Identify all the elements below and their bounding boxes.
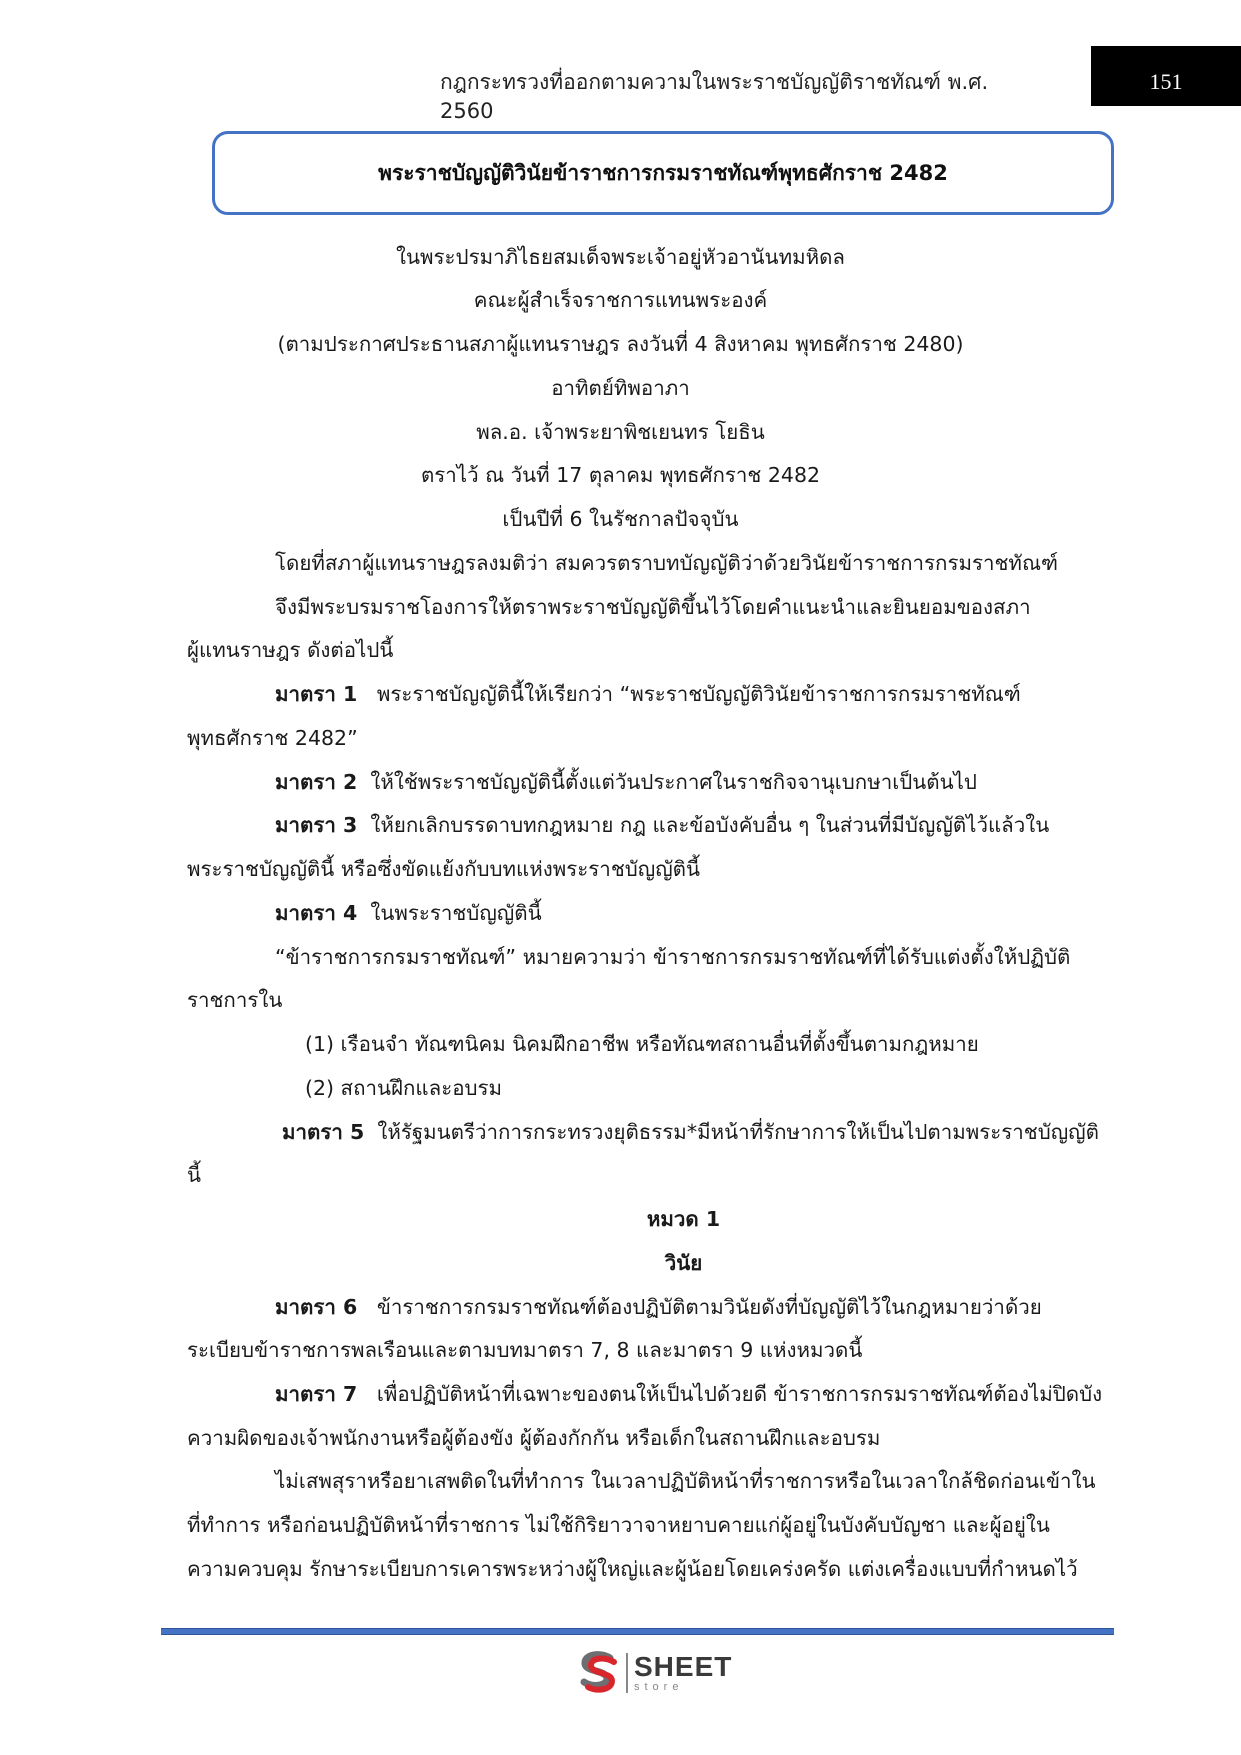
section-4-item-2: (2) สถานฝึกและอบรม (305, 1076, 503, 1100)
logo-separator (626, 1653, 628, 1693)
section-1-label: มาตรา 1 (275, 682, 358, 706)
section-1-cont: พุทธศักราช 2482” (187, 726, 358, 750)
section-1 (275, 679, 1021, 709)
section-4-text: ในพระราชบัญญัตินี้ (370, 901, 542, 925)
section-4-item-1: (1) เรือนจำ ทัณฑนิคม นิคมฝึกอาชีพ หรือทัณฑสถานอื่นที่ตั้งขึ้นตามกฎหมาย (305, 1032, 979, 1056)
section-3-label: มาตรา 3 (275, 813, 358, 837)
document-title-box (212, 131, 1114, 215)
section-5-label: มาตรา 5 (282, 1120, 365, 1144)
section-5-text: ให้รัฐมนตรีว่าการกระทรวงยุติธรรม*มีหน้าที่รักษาการให้เป็นไปตามพระราชบัญญัติ (377, 1120, 1099, 1144)
preamble-line-3: (ตามประกาศประธานสภาผู้แทนราษฎร ลงวันที่ 4 สิงหาคม พุทธศักราช 2480) (277, 332, 964, 356)
section-2-label: มาตรา 2 (275, 770, 358, 794)
section-5-cont: นี้ (187, 1163, 202, 1187)
section-4-definition-cont: ราชการใน (187, 988, 283, 1012)
page-number: 151 (1091, 46, 1241, 106)
chapter-number: หมวด 1 (646, 1207, 721, 1231)
section-7-cont-3: ที่ทำการ หรือก่อนปฏิบัติหน้าที่ราชการ ไม่ใช้กิริยาวาจาหยาบคายแก่ผู้อยู่ในบังคับบัญชา และผู้อยู่ใน (187, 1513, 1050, 1537)
section-6 (275, 1292, 1042, 1322)
logo-sub-text: store (634, 1681, 684, 1693)
section-6-text: ข้าราชการกรมราชทัณฑ์ต้องปฏิบัติตามวินัยดังที่บัญญัติไว้ในกฎหมายว่าด้วย (376, 1295, 1042, 1319)
section-4-label: มาตรา 4 (275, 901, 358, 925)
section-6-cont: ระเบียบข้าราชการพลเรือนและตามบทมาตรา 7, 8 และมาตรา 9 แห่งหมวดนี้ (187, 1338, 863, 1362)
section-4 (275, 898, 542, 928)
logo-text (634, 1653, 732, 1693)
section-4-definition: “ข้าราชการกรมราชทัณฑ์” หมายความว่า ข้าราชการกรมราชทัณฑ์ที่ได้รับแต่งตั้งให้ปฏิบัติ (275, 945, 1071, 969)
intro-paragraph-2a: จึงมีพระบรมราชโองการให้ตราพระราชบัญญัติขึ้นไว้โดยคำแนะนำและยินยอมของสภา (275, 595, 1031, 619)
section-3 (275, 810, 1049, 840)
section-7-cont-2: ไม่เสพสุราหรือยาเสพติดในที่ทำการ ในเวลาปฏิบัติหน้าที่ราชการหรือในเวลาใกล้ชิดก่อนเข้าใน (275, 1469, 1096, 1493)
preamble-line-2: คณะผู้สำเร็จราชการแทนพระองค์ (473, 288, 768, 312)
preamble-line-7: เป็นปีที่ 6 ในรัชกาลปัจจุบัน (502, 507, 739, 531)
section-2-text: ให้ใช้พระราชบัญญัตินี้ตั้งแต่วันประกาศในราชกิจจานุเบกษาเป็นต้นไป (370, 770, 977, 794)
section-3-cont: พระราชบัญญัตินี้ หรือซึ่งขัดแย้งกับบทแห่งพระราชบัญญัตินี้ (187, 857, 701, 881)
logo-s-icon (576, 1650, 622, 1696)
sheet-store-logo (576, 1648, 746, 1698)
document-title: พระราชบัญญัติวินัยข้าราชการกรมราชทัณฑ์พุทธศักราช 2482 (378, 160, 948, 185)
intro-paragraph-2b: ผู้แทนราษฎร ดังต่อไปนี้ (187, 638, 394, 662)
section-7-cont-4: ความควบคุม รักษาระเบียบการเคารพระหว่างผู้ใหญ่และผู้น้อยโดยเคร่งครัด แต่งเครื่องแบบที่กำหนดไว้ (187, 1557, 1078, 1581)
section-5 (282, 1117, 1099, 1147)
preamble-line-4: อาทิตย์ทิพอาภา (551, 376, 690, 400)
section-6-label: มาตรา 6 (275, 1295, 358, 1319)
preamble-line-1: ในพระปรมาภิไธยสมเด็จพระเจ้าอยู่หัวอานันทมหิดล (396, 245, 845, 269)
preamble-line-5: พล.อ. เจ้าพระยาพิชเยนทร โยธิน (476, 420, 765, 444)
section-1-text: พระราชบัญญัตินี้ให้เรียกว่า “พระราชบัญญัติวินัยข้าราชการกรมราชทัณฑ์ (376, 682, 1021, 706)
chapter-name: วินัย (664, 1251, 703, 1275)
section-7-cont-1: ความผิดของเจ้าพนักงานหรือผู้ต้องขัง ผู้ต้องกักกัน หรือเด็กในสถานฝึกและอบรม (187, 1426, 881, 1450)
section-3-text: ให้ยกเลิกบรรดาบทกฎหมาย กฎ และข้อบังคับอื่น ๆ ในส่วนที่มีบัญญัติไว้แล้วใน (370, 813, 1050, 837)
section-2 (275, 767, 977, 797)
section-7-label: มาตรา 7 (275, 1382, 358, 1406)
logo-main-text: SHEET (634, 1651, 733, 1682)
page-header-title: กฎกระทรวงที่ออกตามความในพระราชบัญญัติราชทัณฑ์ พ.ศ. 2560 (440, 70, 989, 123)
section-7 (275, 1379, 1102, 1409)
preamble-line-6: ตราไว้ ณ วันที่ 17 ตุลาคม พุทธศักราช 2482 (420, 463, 821, 487)
section-7-text: เพื่อปฏิบัติหน้าที่เฉพาะของตนให้เป็นไปด้วยดี ข้าราชการกรมราชทัณฑ์ต้องไม่ปิดบัง (376, 1382, 1103, 1406)
footer-rule (161, 1628, 1114, 1635)
intro-paragraph-1: โดยที่สภาผู้แทนราษฎรลงมติว่า สมควรตราบทบัญญัติว่าด้วยวินัยข้าราชการกรมราชทัณฑ์ (275, 551, 1058, 575)
